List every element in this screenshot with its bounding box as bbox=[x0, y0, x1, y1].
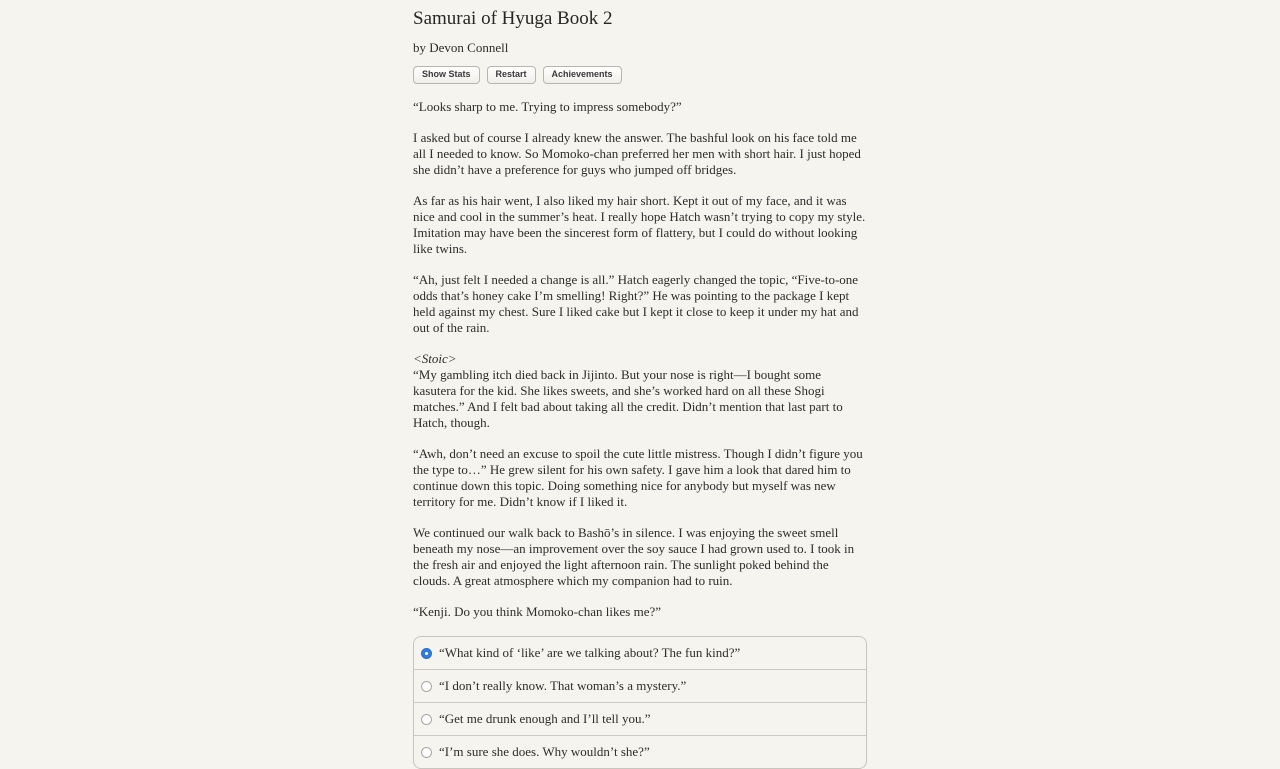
story-paragraph-stoic bbox=[413, 351, 867, 431]
choice-option-label: “What kind of ‘like’ are we talking about? The fun kind?” bbox=[439, 645, 741, 660]
achievements-button[interactable]: Achievements bbox=[543, 66, 622, 84]
stoic-text: “My gambling itch died back in Jijinto. But your nose is right—I bought some kasutera for the kid. She likes sweets, and she’s worked hard on all these Shogi matches.” And I felt bad about taking all the credit. Didn’t mention that last part to Hatch, though. bbox=[413, 367, 843, 430]
restart-button[interactable]: Restart bbox=[487, 66, 536, 84]
choice-option-1[interactable] bbox=[414, 637, 866, 669]
story-paragraph-looks: “Looks sharp to me. Trying to impress somebody?” bbox=[413, 99, 682, 114]
radio-button-icon[interactable] bbox=[421, 681, 432, 692]
radio-button-icon[interactable] bbox=[421, 648, 432, 659]
story-content bbox=[413, 0, 867, 769]
radio-button-icon[interactable] bbox=[421, 714, 432, 725]
story-paragraph-awh: “Awh, don’t need an excuse to spoil the cute little mistress. Though I didn’t figure you the type to…” He grew silent for his own safety. I gave him a look that dared him to continue down this topic. Doing something nice for anybody but myself was new territory for me. Didn’t know if I liked it. bbox=[413, 446, 863, 509]
stoic-stat-tag: <Stoic> bbox=[413, 351, 457, 366]
page-title: Samurai of Hyuga Book 2 bbox=[413, 8, 613, 29]
story-paragraph-answer: I asked but of course I already knew the answer. The bashful look on his face told me all I needed to know. So Momoko-chan preferred her men with short hair. I just hoped she didn’t have a preference for guys who jumped off bridges. bbox=[413, 130, 861, 177]
story-paragraph-change: “Ah, just felt I needed a change is all.” Hatch eagerly changed the topic, “Five-to-one odds that’s honey cake I’m smelling! Right?” He was pointing to the package I kept held against my chest. Sure I liked cake but I kept it close to keep it under my hat and out of the rain. bbox=[413, 272, 859, 335]
story-paragraph-hair: As far as his hair went, I also liked my hair short. Kept it out of my face, and it was nice and cool in the summer’s heat. I really hope Hatch wasn’t trying to copy my style. Imitation may have been the sincerest form of flattery, but I could do without looking like twins. bbox=[413, 193, 866, 256]
author-byline: by Devon Connell bbox=[413, 40, 509, 55]
choice-option-4[interactable] bbox=[414, 735, 866, 768]
choice-option-label: “Get me drunk enough and I’ll tell you.” bbox=[439, 711, 651, 726]
radio-button-icon[interactable] bbox=[421, 747, 432, 758]
show-stats-button[interactable]: Show Stats bbox=[413, 66, 480, 84]
choice-group bbox=[413, 636, 867, 769]
choice-option-label: “I’m sure she does. Why wouldn’t she?” bbox=[439, 744, 650, 759]
choice-option-label: “I don’t really know. That woman’s a mystery.” bbox=[439, 678, 687, 693]
story-paragraph-walk: We continued our walk back to Bashō’s in silence. I was enjoying the sweet smell beneath my nose—an improvement over the soy sauce I had grown used to. I took in the fresh air and enjoyed the light afternoon rain. The sunlight poked behind the clouds. A great atmosphere which my companion had to ruin. bbox=[413, 525, 855, 588]
story-paragraph-kenji: “Kenji. Do you think Momoko-chan likes me?” bbox=[413, 604, 662, 619]
choice-option-3[interactable] bbox=[414, 702, 866, 735]
choice-option-2[interactable] bbox=[414, 669, 866, 702]
toolbar bbox=[413, 66, 867, 84]
